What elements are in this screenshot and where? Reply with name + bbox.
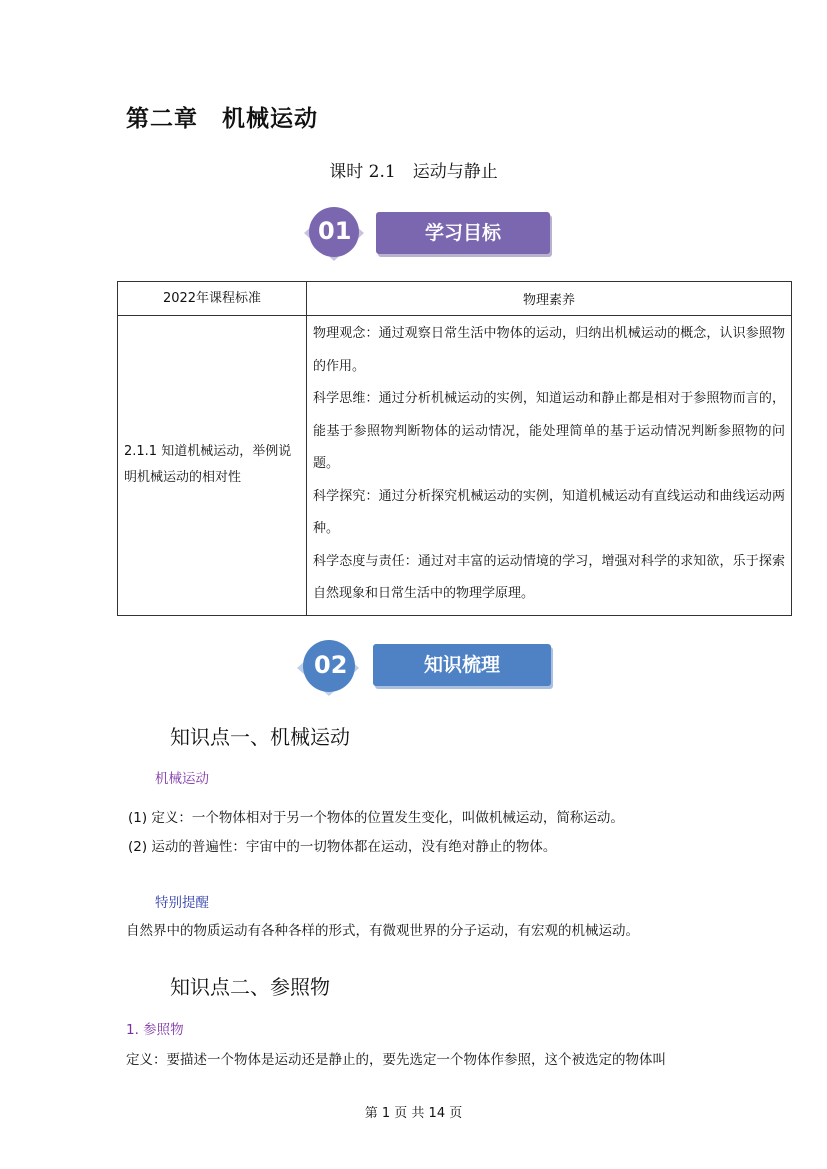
tip-text: 自然界中的物质运动有各种各样的形式，有微观世界的分子运动，有宏观的机械运动。 [126, 923, 639, 939]
kp2-subhead: 1. 参照物 [126, 1022, 184, 1038]
lesson-title: 课时 2.1 运动与静止 [329, 162, 498, 182]
section-badge-goals [300, 203, 552, 265]
section-badge-knowledge [293, 636, 555, 700]
page-footer: 第 1 页 共 14 页 [364, 1106, 463, 1121]
literacy-item: 科学探究：通过分析探究机械运动的实例，知道机械运动有直线运动和曲线运动两种。 [313, 488, 785, 536]
header-literacy: 物理素养 [307, 282, 792, 316]
tip-head: 特别提醒 [155, 895, 209, 911]
badge-label: 学习目标 [376, 212, 550, 254]
badge-label: 知识梳理 [373, 644, 551, 686]
standard-cell: 2.1.1 知道机械运动，举例说明机械运动的相对性 [118, 316, 307, 616]
literacy-item: 科学态度与责任：通过对丰富的运动情境的学习，增强对科学的求知欲，乐于探索自然现象和日常生活中的物理学原理。 [313, 553, 785, 601]
kp1-item-universality: (2) 运动的普遍性：宇宙中的一切物体都在运动，没有绝对静止的物体。 [128, 839, 557, 855]
kp1-item-definition: (1) 定义：一个物体相对于另一个物体的位置发生变化，叫做机械运动，简称运动。 [128, 810, 624, 826]
literacy-item: 物理观念：通过观察日常生活中物体的运动，归纳出机械运动的概念，认识参照物的作用。 [313, 326, 785, 374]
chapter-title: 第二章 机械运动 [126, 105, 318, 132]
table-row [118, 316, 792, 616]
literacy-item: 科学思维：通过分析机械运动的实例，知道运动和静止都是相对于参照物而言的，能基于参照物判断物体的运动情况，能处理简单的基于运动情况判断参照物的问题。 [313, 391, 785, 471]
badge-number: 01 [318, 217, 352, 245]
knowledge-point-1-title: 知识点一、机械运动 [170, 725, 350, 749]
kp1-subhead: 机械运动 [155, 771, 209, 787]
table-header-row [118, 282, 792, 316]
goals-table [117, 281, 792, 616]
badge-number: 02 [314, 651, 348, 679]
header-standard: 2022年课程标准 [118, 282, 307, 316]
kp2-definition: 定义：要描述一个物体是运动还是静止的，要先选定一个物体作参照，这个被选定的物体叫 [126, 1052, 666, 1068]
literacy-cell [307, 316, 792, 616]
knowledge-point-2-title: 知识点二、参照物 [170, 975, 330, 999]
